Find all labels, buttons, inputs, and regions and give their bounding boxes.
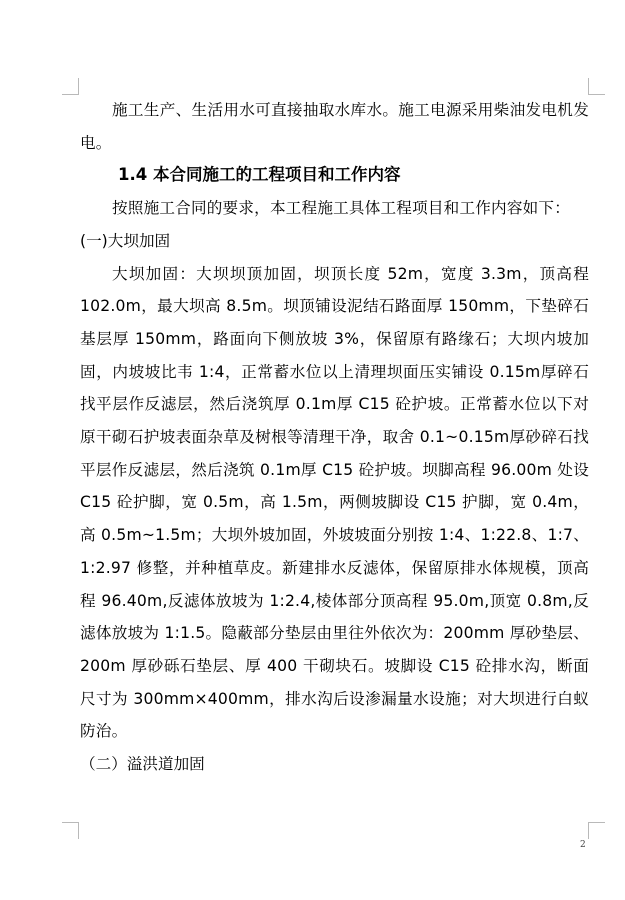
page-number: 2 (580, 840, 586, 850)
subsection-spillway-reinforcement: （二）溢洪道加固 (80, 755, 205, 774)
paragraph-requirement: 按照施工合同的要求，本工程施工具体工程项目和工作内容如下： (112, 199, 571, 218)
crop-mark-bottom-left (62, 822, 79, 839)
paragraph-dam-reinforcement: 大坝加固：大坝坝顶加固，坝顶长度 52m，宽度 3.3m，顶高程 102.0m，最大坝高 8.5m。坝顶铺设泥结石路面厚 150mm，下垫碎石基层厚 150mm，路面向下侧放坡 3%，保留原有路缘石；大坝内坡加固，内坡坡比韦 1:4，正常蓄水位以上清理坝面压实铺设 0.15m厚碎石找平层作反滤层，然后浇筑厚 0.1m厚 C15 砼护坡。正常蓄水位以下对原干砌石护坡表面杂草及树根等清理干净，取舍 0.1~0.15m厚砂碎石找平层作反滤层，然后浇筑 0.1m厚 C15 砼护坡。坝脚高程 96.00m 处设 C15 砼护脚，宽 0.5m，高 1.5m，两侧坡脚设 C15 护脚，宽 0.4m，高 0.5m~1.5m；大坝外坡加固，外坡坡面分别按 1:4、1:22.8、1:7、1:2.97 修整，并种植草皮。新建排水反滤体，保留原排水体规模，顶高程 96.40m,反滤体放坡为 1:2.4,棱体部分顶高程 95.0m,顶宽 0.8m,反滤体放坡为 1:1.5。隐蔽部分垫层由里往外依次为：200mm 厚砂垫层、200m 厚砂砾石垫层、厚 400 干砌块石。坡脚设 C15 砼排水沟，断面尺寸为 300mm×400mm，排水沟后设渗漏量水设施；对大坝进行白蚁防治。 (80, 264, 589, 741)
document-body (80, 94, 589, 781)
crop-mark-top-left (62, 78, 79, 95)
section-heading: 1.4 本合同施工的工程项目和工作内容 (118, 165, 401, 185)
crop-mark-top-right (588, 78, 605, 95)
crop-mark-bottom-right (588, 822, 605, 839)
subsection-dam-reinforcement: (一)大坝加固 (80, 231, 171, 250)
paragraph-intro: 施工生产、生活用水可直接抽取水库水。施工电源采用柴油发电机发电。 (80, 101, 589, 152)
